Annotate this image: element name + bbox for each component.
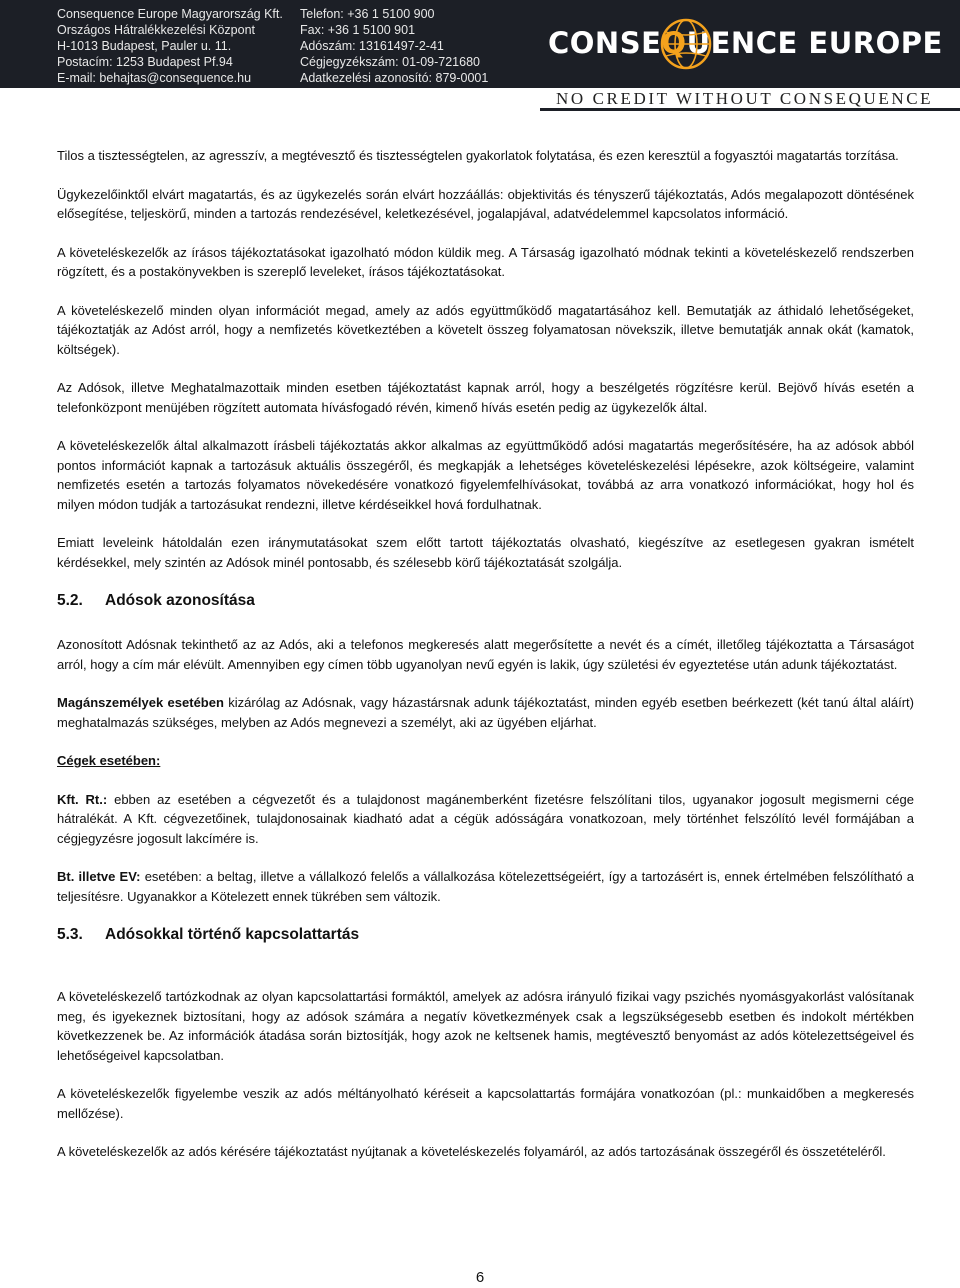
- paragraph: [57, 867, 914, 906]
- paragraph: [57, 790, 914, 849]
- paragraph: A követeléskezelők által alkalmazott írásbeli tájékoztatás akkor alkalmas az együttműködő adósi magatartás megerősítésére, ha az adósok abból pontos információt kapnak a tartozásuk aktuális összegéről, és megkapják a lehetséges követeléskezelési lépésekre, azok költségeire, valamint nemfizetés esetén a tartozás folyamatos növekedésére vonatkozó figyelemfelhívásokat, továbbá az arra vonatkozó információkat, hogy hol és milyen módon tudják a tartozásukat rendezni, illetve kérdéseikkel hová fordulhatnak.: [57, 438, 914, 512]
- company-registry-block: [300, 6, 488, 86]
- paragraph: A követeléskezelő minden olyan információt megad, amely az adós együttműködő magatartásához kell. Bemutatják az áthidaló lehetőségeket, tájékoztatják az Adóst arról, hogy a nemfizetés következtében a követelt összeg folyamatosan növekszik, illetve bemutatják annak okát (kamatok, költségek).: [57, 302, 914, 357]
- section-title: Adósok azonosítása: [105, 592, 255, 609]
- company-data-id: Adatkezelési azonosító: 879-0001: [300, 71, 489, 85]
- globe-icon: [658, 16, 714, 72]
- paragraph: A követeléskezelők figyelembe veszik az adós méltányolható kéréseit a kapcsolattartás formájára vonatkozóan (pl.: munkaidőben a megkeresés mellőzése).: [57, 1086, 914, 1121]
- paragraph-text: kizárólag az Adósnak, vagy házastársnak adunk tájékoztatást, minden egyéb esetben beérkezett (két tanú által aláírt) meghatalmazás szükséges, melyben az Adós megnevezi a személyt, aki az ügyében eljárhat.: [57, 695, 914, 730]
- company-tax-id: Adószám: 13161497-2-41: [300, 39, 444, 53]
- company-name: Consequence Europe Magyarország Kft.: [57, 7, 283, 21]
- bold-lead: Kft. Rt.:: [57, 791, 108, 807]
- paragraph-text: esetében: a beltag, illetve a vállalkozó felelős a vállalkozása kötelezettségeiért, így a tartozásért is, ennek értelmében felszólítható a teljesítésre. Ugyanakkor a Kötelezett ennek tükrében sem változik.: [57, 869, 914, 904]
- bold-lead: Bt. illetve EV:: [57, 869, 141, 884]
- paragraph: A követeléskezelők az írásos tájékoztatásokat igazolható módon küldik meg. A Társaság igazolható módnak tekinti a követeléskezelő rendszerben rögzített, és a postakönyvekben is szereplő leveleket, írásos tájékoztatásokat.: [57, 244, 914, 279]
- logo-wordmark: CONSEQUENCE EUROPE: [548, 26, 943, 60]
- section-number: 5.3.: [57, 926, 83, 943]
- paragraph: Ügykezelőinktől elvárt magatartás, és az ügykezelés során elvárt hozzáállás: objektivitás és tényszerű tájékoztatás, Adós megalapozott döntésének elősegítése, teljeskörű, minden a tartozás rendezésével, keletkezésével, jogalapjával, adatvédelemmel kapcsolatos információ.: [57, 186, 914, 221]
- bold-lead: Magánszemélyek esetében: [57, 695, 224, 710]
- subheading-companies: [57, 751, 914, 771]
- company-address: H-1013 Budapest, Pauler u. 11.: [57, 39, 232, 53]
- paragraph: A követeléskezelő tartózkodnak az olyan kapcsolattartási formáktól, amelyek az adósra irányuló fizikai vagy pszichés nyomásgyakorlást valósítanak meg, és igyekeznek biztosítani, hogy az adósok számára a negatív következmények csak a legszükségesebb esetben és indokolt mértékben következzenek be. Az információk átadása során biztosítják, hogy azok ne keltsenek hamis, megtévesztő benyomást az adós kötelezettségeivel és lehetőségeivel kapcsolatban.: [57, 989, 914, 1063]
- paragraph: Az Adósok, illetve Meghatalmazottaik minden esetben tájékoztatást kapnak arról, hogy a beszélgetés rögzítésre kerül. Bejövő hívás esetén a telefonközpont menüjében rögzített automata hívásfogadó révén, kimenő hívás esetén pedig az ügykezelők által.: [57, 380, 914, 415]
- section-heading-5-3: [57, 925, 914, 945]
- section-title: Adósokkal történő kapcsolattartás: [105, 926, 360, 943]
- section-heading-5-2: [57, 591, 914, 611]
- company-contact-block: [57, 6, 283, 86]
- company-email: E-mail: behajtas@consequence.hu: [57, 71, 252, 85]
- page-number: 6: [475, 1269, 485, 1286]
- company-registry: Cégjegyzékszám: 01-09-721680: [300, 55, 480, 69]
- paragraph: Emiatt leveleink hátoldalán ezen iránymutatásokat szem előtt tartott tájékoztatás olvasható, kiegészítve az esetlegesen gyakran ismételt kérdésekkel, mely szintén az Adósok minél pontosabb, és szélesebb körű tájékoztatását szolgálja.: [57, 535, 914, 570]
- letterhead: [0, 0, 960, 110]
- tagline-underline: [540, 108, 960, 111]
- company-fax: Fax: +36 1 5100 901: [300, 23, 416, 37]
- logo-tagline: NO CREDIT WITHOUT CONSEQUENCE: [556, 89, 934, 108]
- document-body: [57, 146, 914, 1181]
- consequence-europe-logo: [548, 20, 943, 80]
- paragraph-text: ebben az esetében a cégvezetőt és a tulajdonost magánemberként fizetésre felszólítani tilos, ugyanakor jogosult megismerni cége hátralékát. A Kft. cégvezetőinek, tulajdonosainak kiadható adat a cégük adósságára vonatkozoan, mely történhet felszólító levél formájában a cégjegyzésre jogosult lakcímére is.: [57, 791, 914, 846]
- paragraph: Azonosított Adósnak tekinthető az az Adós, aki a telefonos megkeresés alatt megerősítette a nevét és a címét, illetőleg tájékoztatta a Társaságot arról, hogy a cím már elévült. Amennyiben egy címen több ugyanolyan nevű egyén is lakik, úgy születési év egyeztetése után adunk tájékoztatást.: [57, 637, 914, 672]
- company-center: Országos Hátralékkezelési Központ: [57, 23, 256, 37]
- paragraph: Tilos a tisztességtelen, az agresszív, a megtévesztő és tisztességtelen gyakorlatok folytatása, és ezen keresztül a fogyasztói magatartás torzítása.: [57, 148, 899, 163]
- paragraph: [57, 693, 914, 732]
- company-postal: Postacím: 1253 Budapest Pf.94: [57, 55, 233, 69]
- underlined-subheading: Cégek esetében:: [57, 753, 161, 768]
- section-number: 5.2.: [57, 592, 83, 609]
- paragraph: A követeléskezelők az adós kérésére tájékoztatást nyújtanak a követeléskezelés folyamáról, az adós tartozásának összegéről és összetételéről.: [57, 1144, 886, 1159]
- company-phone: Telefon: +36 1 5100 900: [300, 7, 435, 21]
